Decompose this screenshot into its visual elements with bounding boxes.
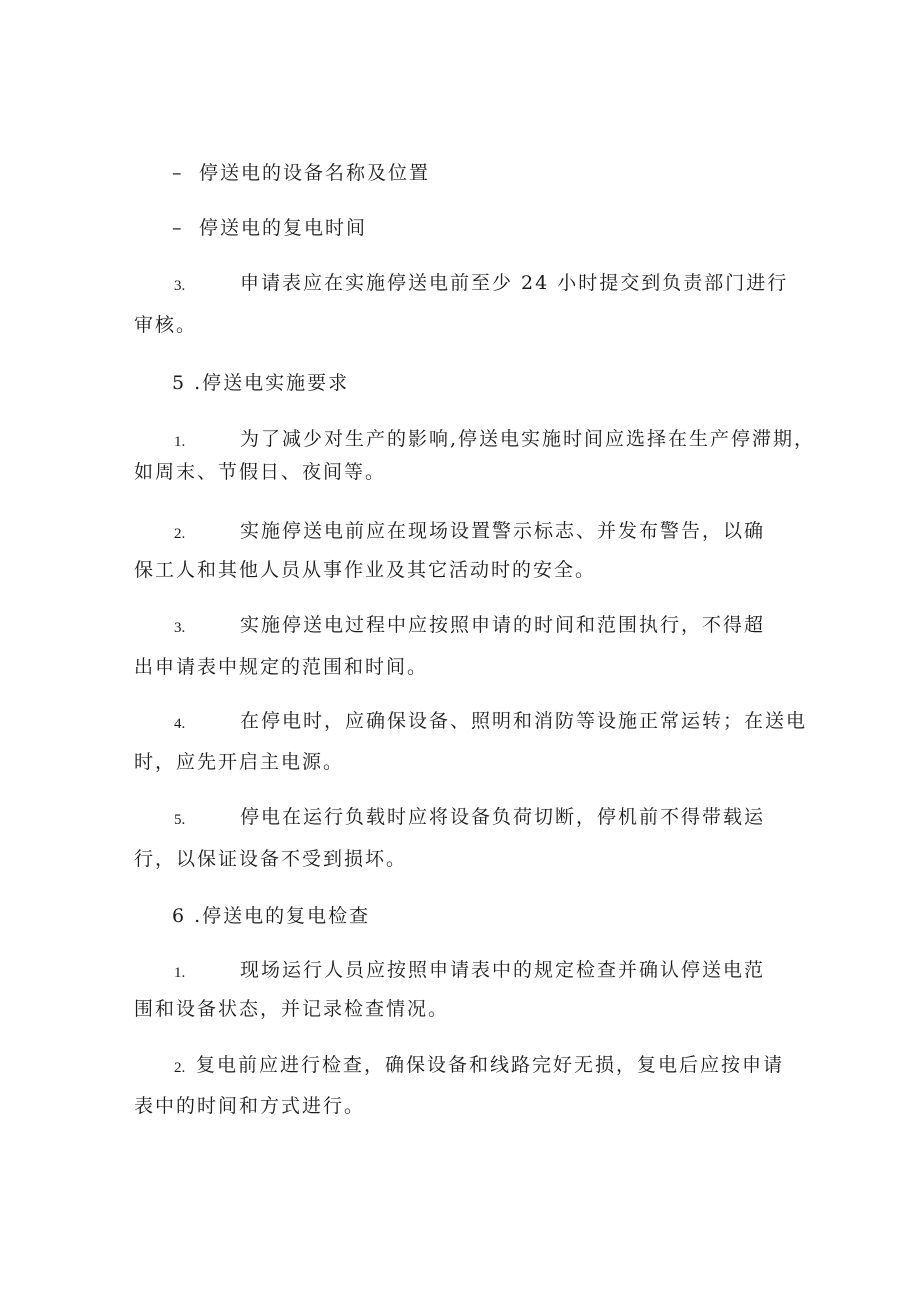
item-number: 2. [174, 526, 186, 542]
item-text-line2: 时，应先开启主电源。 [134, 751, 345, 773]
bullet-dash: – [172, 217, 182, 239]
item-text-line2: 行，以保证设备不受到损坏。 [134, 848, 408, 870]
item-number: 4. [174, 716, 186, 732]
section-heading: 5 .停送电实施要求 [172, 372, 350, 394]
item-text-line1: 实施停送电过程中应按照申请的时间和范围执行，不得超 [240, 614, 766, 636]
bullet-dash: – [172, 162, 182, 184]
section-heading: 6 .停送电的复电检查 [172, 905, 371, 927]
item-number: 2. [174, 1060, 186, 1076]
item-text-line2: 出申请表中规定的范围和时间。 [134, 656, 429, 678]
item-text-line2: 围和设备状态，并记录检查情况。 [134, 998, 450, 1020]
item-text-line1: 停电在运行负载时应将设备负荷切断，停机前不得带载运 [240, 806, 766, 828]
item-text-line1: 现场运行人员应按照申请表中的规定检查并确认停送电范 [240, 959, 766, 981]
item-number: 3. [174, 620, 186, 636]
item-text-line2: 表中的时间和方式进行。 [134, 1095, 366, 1117]
bullet-text: 停送电的设备名称及位置 [199, 162, 431, 184]
item-text-line1: 在停电时，应确保设备、照明和消防等设施正常运转；在送电 [240, 710, 808, 732]
item-text-line1: 复电前应进行检查，确保设备和线路完好无损，复电后应按申请 [196, 1054, 785, 1076]
item-text-line2: 审核。 [134, 314, 198, 336]
item-text-line2: 如周末、节假日、夜间等。 [134, 461, 387, 483]
item-text-line1: 申请表应在实施停送电前至少 24 小时提交到负责部门进行 [240, 272, 789, 294]
item-number: 1. [174, 965, 186, 981]
item-text-line1: 为了减少对生产的影响,停送电实施时间应选择在生产停滞期， [240, 428, 816, 450]
bullet-text: 停送电的复电时间 [199, 217, 368, 239]
item-number: 1. [174, 434, 186, 450]
item-number: 5. [174, 812, 186, 828]
item-text-line2: 保工人和其他人员从事作业及其它活动时的安全。 [134, 559, 597, 581]
item-number: 3. [174, 278, 186, 294]
item-text-line1: 实施停送电前应在现场设置警示标志、并发布警告，以确 [240, 520, 766, 542]
